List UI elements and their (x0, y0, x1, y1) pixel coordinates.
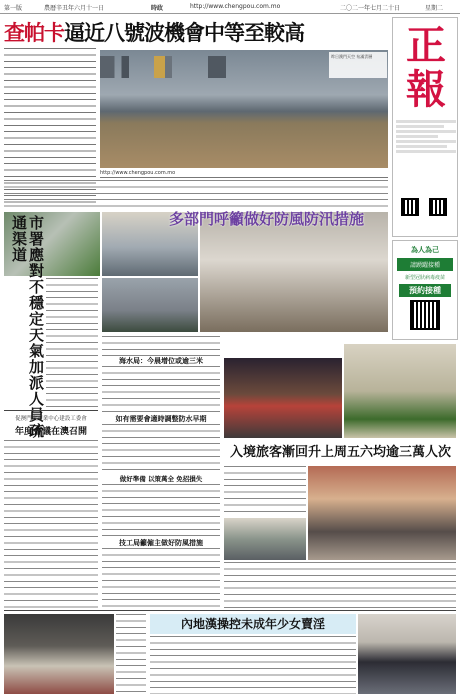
article-text-mid-3 (102, 424, 220, 472)
promo-line-1: 為人為己 (411, 246, 439, 254)
qr-code-icon (401, 198, 419, 216)
article-text-block (4, 180, 388, 208)
subhead-2: 如有需要會適時調整防水早期 (115, 415, 207, 423)
promo-title: 預約接種 (399, 284, 451, 297)
website-line: http://www.chengpou.com.mo (100, 170, 388, 178)
lead-photo-caption: 昨日澳門天空 布滿雲層 (329, 52, 387, 78)
left-box-1-kicker: 促澳門旅遊業中心建設工委會 (15, 416, 87, 422)
photo-night-street (224, 358, 342, 438)
article-column-left-lower (4, 440, 98, 608)
qr-code-icon (410, 300, 440, 330)
photo-police (358, 614, 456, 694)
article-text-right-2 (224, 562, 456, 608)
page-number: 第一版 (4, 5, 23, 12)
tourist-headline: 入境旅客漸回升上周五六均逾三萬人次 (230, 445, 452, 460)
subhead-1: 海水局：今晨增位或逾三米 (119, 357, 203, 365)
article-text-bottom-1 (116, 614, 146, 694)
article-text-right-1 (224, 466, 306, 516)
photo-evidence (4, 614, 114, 694)
masthead-logo (399, 24, 453, 112)
article-text-mid-4 (102, 484, 220, 536)
photo-flood-barrier (344, 344, 456, 438)
main-headline (4, 17, 386, 47)
weekday: 星期二 (425, 5, 444, 12)
masthead-info-block (396, 118, 456, 155)
promo-line-3: 新型冠狀病毒疫苗 (404, 275, 445, 281)
left-box-1 (4, 410, 98, 438)
headline-typhoon-name: 查帕卡 (4, 20, 64, 45)
vertical-headline: 市署應對不穩定天氣加派人員疏通渠道 (10, 215, 45, 439)
photo-tourist-crowd (308, 466, 456, 560)
photo-sandbags (102, 278, 198, 332)
masthead-logo-bottom: 報 (406, 66, 446, 113)
website: http://www.chengpou.com.mo (190, 3, 281, 10)
paper-name: 時政 (151, 5, 164, 12)
subhead-4: 技工局籲僱主做好防風措施 (119, 539, 203, 547)
lunar-date: 農曆辛丑年六月十一日 (44, 5, 105, 12)
article-text-mid-5 (102, 548, 220, 608)
photo-border-gate (224, 518, 306, 560)
section-headline-purple: 多部門呼籲做好防風防汛措施 (169, 210, 365, 228)
article-text-bottom-2 (150, 636, 356, 694)
article-text-mid-1 (102, 336, 220, 356)
left-box-1-title: 年度會議在澳召開 (14, 427, 87, 437)
bottom-headline-box (150, 614, 356, 634)
bottom-headline: 內地漢操控未成年少女賣淫 (180, 617, 325, 631)
promo-line-2: 請踴躍接種 (397, 258, 453, 271)
article-text-mid-2 (102, 366, 220, 414)
subhead-3: 做好準備 以策萬全 免招損失 (119, 475, 203, 483)
photo-officials-inspection (200, 212, 388, 332)
divider (4, 610, 456, 611)
top-bar (0, 0, 460, 14)
masthead (392, 17, 458, 237)
masthead-logo-top: 正 (406, 22, 446, 69)
gregorian-date: 二〇二一年七月二十日 (340, 5, 401, 12)
city-skyline (100, 56, 280, 78)
headline-text: 逼近八號波機會中等至較高 (64, 20, 304, 45)
article-text-vertical (46, 278, 98, 408)
vaccine-promo (392, 240, 458, 340)
qr-code-icon (429, 198, 447, 216)
